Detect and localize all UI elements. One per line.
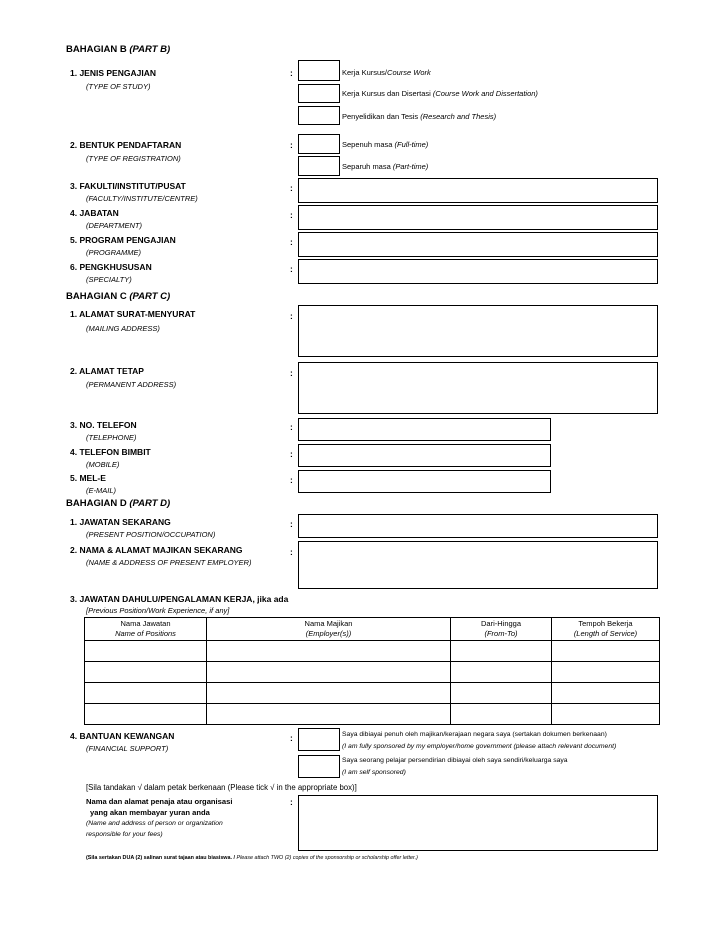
mailing-label: 1. ALAMAT SURAT-MENYURAT: [70, 309, 196, 319]
colon: :: [290, 237, 293, 247]
table-cell[interactable]: [552, 704, 660, 725]
telephone-field[interactable]: [298, 418, 551, 441]
table-cell[interactable]: [207, 704, 451, 725]
table-cell[interactable]: [85, 683, 207, 704]
experience-table: [84, 617, 660, 725]
specialty-label: 6. PENGKHUSUSAN: [70, 262, 152, 272]
parttime-checkbox[interactable]: [298, 156, 340, 176]
position-label-en: (PRESENT POSITION/OCCUPATION): [86, 530, 216, 539]
colon: :: [290, 422, 293, 432]
table-cell[interactable]: [552, 683, 660, 704]
col-position: Nama Jawatan Name of Positions: [85, 618, 207, 641]
registration-label: 2. BENTUK PENDAFTARAN: [70, 140, 182, 150]
financial-label-en: (FINANCIAL SUPPORT): [86, 744, 169, 753]
study-dissertation-option: Kerja Kursus dan Disertasi (Course Work and Dissertation): [342, 89, 538, 98]
table-header-row: [85, 618, 660, 641]
study-coursework-option: Kerja Kursus/Course Work: [342, 68, 431, 77]
table-row: [85, 662, 660, 683]
telephone-label: 3. NO. TELEFON: [70, 420, 137, 430]
position-label: 1. JAWATAN SEKARANG: [70, 517, 171, 527]
faculty-label-en: (FACULTY/INSTITUTE/CENTRE): [86, 194, 198, 203]
mobile-field[interactable]: [298, 444, 551, 467]
table-cell[interactable]: [207, 683, 451, 704]
col-employer: Nama Majikan (Employer(s)): [207, 618, 451, 641]
sponsor-field[interactable]: [298, 795, 658, 851]
financial-label: 4. BANTUAN KEWANGAN: [70, 731, 175, 741]
table-cell[interactable]: [85, 662, 207, 683]
self-sponsored-option-en: (I am self sponsored): [342, 769, 406, 776]
programme-label-en: (PROGRAMME): [86, 248, 141, 257]
permanent-label-en: (PERMANENT ADDRESS): [86, 380, 177, 389]
colon: :: [290, 547, 293, 557]
table-cell[interactable]: [451, 704, 552, 725]
email-field[interactable]: [298, 470, 551, 493]
permanent-label: 2. ALAMAT TETAP: [70, 366, 144, 376]
table-cell[interactable]: [451, 683, 552, 704]
position-field[interactable]: [298, 514, 658, 538]
parttime-option: Separuh masa (Part-time): [342, 162, 429, 171]
telephone-label-en: (TELEPHONE): [86, 433, 137, 442]
programme-field[interactable]: [298, 232, 658, 257]
table-cell[interactable]: [552, 641, 660, 662]
self-sponsored-checkbox[interactable]: [298, 755, 340, 778]
study-research-option: Penyelidikan dan Tesis (Research and Thesis): [342, 112, 497, 121]
full-sponsored-checkbox[interactable]: [298, 728, 340, 751]
sponsor-label: Nama dan alamat penaja atau organisasi: [86, 797, 233, 806]
registration-label-en: (TYPE OF REGISTRATION): [86, 154, 181, 163]
colon: :: [290, 519, 293, 529]
department-label: 4. JABATAN: [70, 208, 119, 218]
employer-field[interactable]: [298, 541, 658, 589]
colon: :: [290, 449, 293, 459]
footnote: (Sila sertakan DUA (2) salinan surat tajaan atau biasiswa. / Please attach TWO (2) copies of the sponsorship or scholarship offer letter.): [86, 855, 418, 861]
sponsor-label-en: (Name and address of person or organization: [86, 820, 223, 827]
table-cell[interactable]: [85, 641, 207, 662]
sponsor-label-en-2: responsible for your fees): [86, 831, 163, 838]
table-row: [85, 704, 660, 725]
employer-label-en: (NAME & ADDRESS OF PRESENT EMPLOYER): [86, 558, 252, 567]
fulltime-checkbox[interactable]: [298, 134, 340, 154]
section-b-heading: BAHAGIAN B (PART B): [66, 44, 171, 55]
colon: :: [290, 311, 293, 321]
colon: :: [290, 68, 293, 78]
specialty-label-en: (SPECIALTY): [86, 275, 132, 284]
faculty-label: 3. FAKULTI/INSTITUT/PUSAT: [70, 181, 186, 191]
col-from-to: Dari-Hingga (From-To): [451, 618, 552, 641]
colon: :: [290, 368, 293, 378]
study-type-label-en: (TYPE OF STUDY): [86, 82, 151, 91]
faculty-field[interactable]: [298, 178, 658, 203]
department-field[interactable]: [298, 205, 658, 230]
table-row: [85, 683, 660, 704]
fulltime-option: Sepenuh masa (Full-time): [342, 140, 429, 149]
table-cell[interactable]: [207, 662, 451, 683]
study-research-checkbox[interactable]: [298, 106, 340, 125]
colon: :: [290, 264, 293, 274]
colon: :: [290, 210, 293, 220]
full-sponsored-option-en: (I am fully sponsored by my employer/home government (please attach relevant document): [342, 743, 617, 750]
mailing-address-field[interactable]: [298, 305, 658, 357]
mailing-label-en: (MAILING ADDRESS): [86, 324, 160, 333]
study-coursework-checkbox[interactable]: [298, 60, 340, 81]
programme-label: 5. PROGRAM PENGAJIAN: [70, 235, 176, 245]
full-sponsored-option: Saya dibiayai penuh oleh majikan/kerajaan negara saya (sertakan dokumen berkenaan): [342, 731, 607, 738]
tick-instruction: [Sila tandakan √ dalam petak berkenaan (Please tick √ in the appropriate box)]: [86, 783, 357, 792]
self-sponsored-option: Saya seorang pelajar persendirian dibiayai oleh saya sendiri/keluarga saya: [342, 757, 568, 764]
table-cell[interactable]: [451, 641, 552, 662]
table-row: [85, 641, 660, 662]
table-cell[interactable]: [207, 641, 451, 662]
colon: :: [290, 183, 293, 193]
mobile-label: 4. TELEFON BIMBIT: [70, 447, 151, 457]
study-dissertation-checkbox[interactable]: [298, 84, 340, 103]
sponsor-label-2: yang akan membayar yuran anda: [90, 808, 210, 817]
email-label-en: (E-MAIL): [86, 486, 116, 495]
previous-label: 3. JAWATAN DAHULU/PENGALAMAN KERJA, jika ada: [70, 594, 289, 604]
section-c-heading: BAHAGIAN C (PART C): [66, 291, 171, 302]
specialty-field[interactable]: [298, 259, 658, 284]
email-label: 5. MEL-E: [70, 473, 106, 483]
section-d-heading: BAHAGIAN D (PART D): [66, 498, 171, 509]
department-label-en: (DEPARTMENT): [86, 221, 142, 230]
employer-label: 2. NAMA & ALAMAT MAJIKAN SEKARANG: [70, 545, 243, 555]
colon: :: [290, 475, 293, 485]
table-cell[interactable]: [85, 704, 207, 725]
table-cell[interactable]: [451, 662, 552, 683]
colon: :: [290, 140, 293, 150]
permanent-address-field[interactable]: [298, 362, 658, 414]
table-cell[interactable]: [552, 662, 660, 683]
previous-label-en: [Previous Position/Work Experience, if any]: [86, 606, 230, 615]
mobile-label-en: (MOBILE): [86, 460, 120, 469]
colon: :: [290, 733, 293, 743]
study-type-label: 1. JENIS PENGAJIAN: [70, 68, 156, 78]
col-length: Tempoh Bekerja (Length of Service): [552, 618, 660, 641]
colon: :: [290, 797, 293, 807]
